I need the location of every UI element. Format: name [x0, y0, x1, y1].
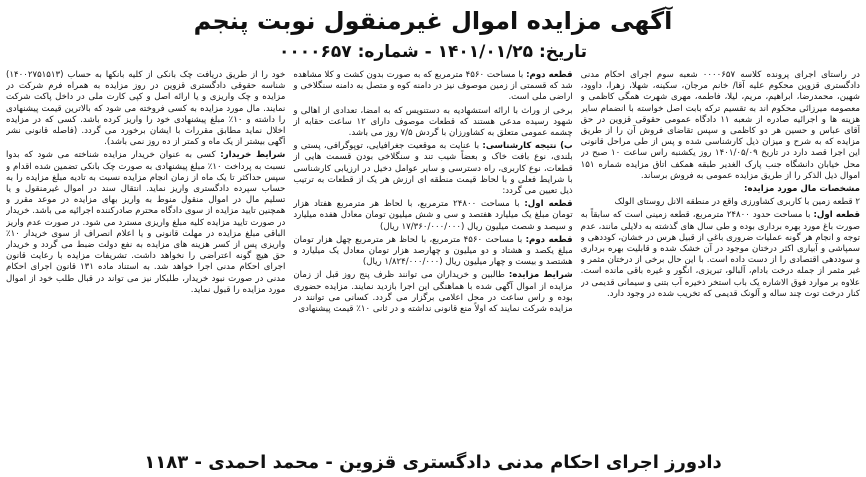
- parcel-two-value: [293, 235, 572, 269]
- buyer-conditions-label: شرایط خریدار:: [220, 150, 286, 161]
- column-3: [6, 70, 285, 436]
- property-summary: ۲ قطعه زمین با کاربری کشاورزی واقع در منطقه الانل روستای الولک: [614, 197, 860, 208]
- notice-date-number: تاریخ: ۱۴۰۱/۰۱/۲۵ - شماره: ۰۰۰۰۶۵۷: [279, 42, 587, 62]
- column-1: [581, 70, 860, 436]
- parcel-one-value-text: با مساحت ۲۴۸۰۰ مترمربع، با لحاظ هر مترمربع هفتاد هزار تومان مبلغ یک میلیارد هفتصد و سی و شش میلیون تومان معادل هفده میلیارد و سیصد و شصت میلیون ریال (۱۷/۳۶۰/۰۰۰/۰۰۰ ریال): [293, 199, 573, 232]
- appraisal-result: [293, 141, 572, 197]
- parcel-two-value-label: قطعه دوم:: [525, 234, 573, 245]
- appraisal-label: ب) نتیجه کارشناسی:: [482, 141, 573, 152]
- signature-line: دادورز اجرای احکام مدنی دادگستری قزوین - محمد احمدی - ۱۱۸۳: [144, 452, 722, 473]
- notice-title: آگهی مزایده اموال غیرمنقول نوبت پنجم: [193, 7, 673, 35]
- notice-body: [6, 70, 860, 436]
- buyer-conditions: [6, 150, 285, 296]
- auction-conditions-text: طالبین و خریداران می توانند ظرف پنج روز قبل از زمان مزایده از اموال آگهی شده با هماهنگی این اجرا بازدید نمایند. مزایده حضوری بوده و راس ساعت در محل اعلامی برگزار می گردد. کسانی می توانند در مزایده شرکت نمایند که اولاً منع قانونی نداشته و در ثانی ۱۰٪ قیمت پیشنهادی: [293, 270, 573, 315]
- parcel-one-value-label: قطعه اول:: [524, 199, 573, 210]
- parcel-one-description: [581, 210, 860, 300]
- parcel-two-text: با مساحت ۴۵۶۰ مترمربع که به صورت بدون کشت و کلا مشاهده شد که قسمتی از زمین موصوف نیز در دامنه کوه و متصل به دامنه سنگلاخی و اراضی ملی است.: [293, 70, 573, 103]
- parcel-two-value-text: با مساحت ۴۵۶۰ مترمربع، با لحاظ هر مترمربع چهل هزار تومان مبلغ یکصد و هشتاد و دو میلیون و چهارصد هزار تومان معادل یک میلیارد و هشتصد و بیست و چهار میلیون ریال (۱/۸۲۴/۰۰۰/۰۰۰ ریال): [293, 234, 573, 268]
- parcel-one-label: قطعه اول:: [813, 210, 860, 221]
- buyer-conditions-text: کسی به عنوان خریدار مزایده شناخته می شود که بدوا نسبت به پرداخت ۱۰٪ مبلغ پیشنهادی به صورت چک بانکی تضمین شده اقدام و سپس حداکثر تا یک ماه از زمان انجام مزایده نسبت به تادیه مبلغ مزایده را به حساب سپرده دادگستری واریز نماید. انتقال سند در اموال غیرمنقول و یا تسلیم مال در اموال منقول منوط به واریز بهای مزایده در موعد مقرر و همچنین تایید مزایده از سوی دادگاه محترم صادرکننده اجرائیه می باشد. خریدار در صورت تایید مزایده کلیه مبلغ واریزی مسترد می شود. در صورت عدم واریز الباقی مبلغ مزایده در مهلت قانونی و یا اعلام انصراف از سوی خریدار ۱۰٪ واریزی پس از کسر هزینه های مزایده به نفع دولت ضبط می گردد و خریدار حق هیچ گونه اعتراضی را نخواهد داشت. تشریفات مزایده با رعایت قانون اجرای احکام مدنی اجرا خواهد شد. به استناد ماده ۱۳۱ قانون اجرای احکام مدنی در صورت نبود خریدار، طلبکار نیز می تواند در قبال طلب خود از اموال مورد مزایده را قبول نماید.: [6, 150, 286, 295]
- payment-paragraph: خود را از طریق دریافت چک بانکی از کلیه بانکها به حساب (۱۴۰۰۲۷۵۱۵۱۳) شناسه حقوقی دادگستری قزوین در روز مزایده به همراه فرم شرکت در مزایده و چک واریزی و یا ارائه اصل و کپی کارت ملی در داخل پاکت شرکت نمایند. مال مورد مزایده به کسی فروخته می شود که بالاترین قیمت پیشنهادی را داشته و ۱۰٪ مبلغ پیشنهادی خود را واریز کرده باشد. کسی که در مزایده اخلال نماید مطابق مقررات با ایشان برخورد می گردد. (فاصله قانونی نشر آگهی بیشتر از یک ماه و کمتر از ده روز نمی باشد).: [6, 70, 286, 148]
- column-2: [293, 70, 572, 436]
- auction-conditions-label: شرایط مزایده:: [508, 270, 573, 281]
- parcel-two-label: قطعه دوم:: [526, 70, 573, 80]
- auction-conditions: [293, 270, 572, 315]
- appraisal-text: با عنایت به موقعیت جغرافیایی، توپوگرافی، پستی و بلندی، نوع بافت خاک و بعضاً شیب تند و سنگلاخی بودن قسمت هایی از قطعات، نوع کاربری، راه دسترسی و سایر عوامل دخیل در ارزیابی کارشناسی با شرایط فعلی و با لحاظ قیمت منطقه ای ارزش هر یک از قطعات به ترتیب ذیل تعیین می گردد:: [293, 141, 573, 197]
- notice-page: [0, 6, 866, 477]
- parcel-two-description: [293, 70, 572, 104]
- intro-paragraph: در راستای اجرای پرونده کلاسه ۰۰۰۰۶۵۷ شعبه سوم اجرای احکام مدنی دادگستری قزوین محکوم علیه آقا/ خانم مرجان، سکینه، شهلا، زهرا، داوود، شهین، محمدرضا، ابراهیم، مریم، لیلا، فاطمه، مهری شهرت همگی کاظمی و معصومه میرزائی محکوم اند به تقسیم ترکه بابت اصل خواسته با انضمام سایر هزینه ها و اجرائیه صادره از شعبه ۱۱ دادگاه عمومی حقوقی قزوین در حق آقای عباس و حسین هر دو کاظمی و سپس تقاضای فروش آن را از طریق مزایده که به شرح و میزان ذیل کارشناسی شده و پس از طی مراحل قانونی این اجرا قصد دارد در تاریخ ۱۴۰۱/۰۵/۰۹ روز یکشنبه راس ساعت ۱۰ صبح در محل خیابان دانشگاه جنب پارک الغدیر طبقه همکف اتاق مزایده شماره ۱۵۱ اموال ذیل الذکر را از طریق مزایده عمومی به فروش برساند.: [580, 70, 860, 181]
- parcel-one-value: [293, 199, 572, 233]
- parcel-one-text: با مساحت حدود ۲۴۸۰۰ مترمربع، قطعه زمینی است که سابقاً به صورت باغ مورد بهره برداری بوده و طی سال های گذشته به دلایلی مانند، عدم توجه و انجام هر گونه عملیات ضروری باغی از قبیل هرس در خشان، کوددهی و سمپاشی و آبیاری اکثر درختان موجود در آن خشک شده و قابلیت بهره برداری و سوددهی اقتصادی را از دست داده است. با این حال برخی از درختان مثمر و غیر مثمر از جمله درخت بادام، آلبالو، تبریزی، انگور و غیره باقی مانده است. علاوه بر موارد فوق الاشاره یک باب استخر ذخیره آب بتنی و سیمانی قدیمی در کنار درخت توت چند ساله و آلونک قدیمی که تخریب شده در وجود دارد.: [580, 210, 860, 299]
- property-heading: مشخصات مال مورد مزایده:: [744, 184, 860, 195]
- water-rights-paragraph: برخی از وراث با ارائه استشهادیه به دستنویس که به امضا، تعدادی از اهالی و شهود رسیده مدعی هستند که قطعات موصوف دارای ۱۲ ساعت حقابه از چشمه عمومی متعلق به کشاورزان با گردش ۷/۵ روز می باشد.: [293, 105, 573, 139]
